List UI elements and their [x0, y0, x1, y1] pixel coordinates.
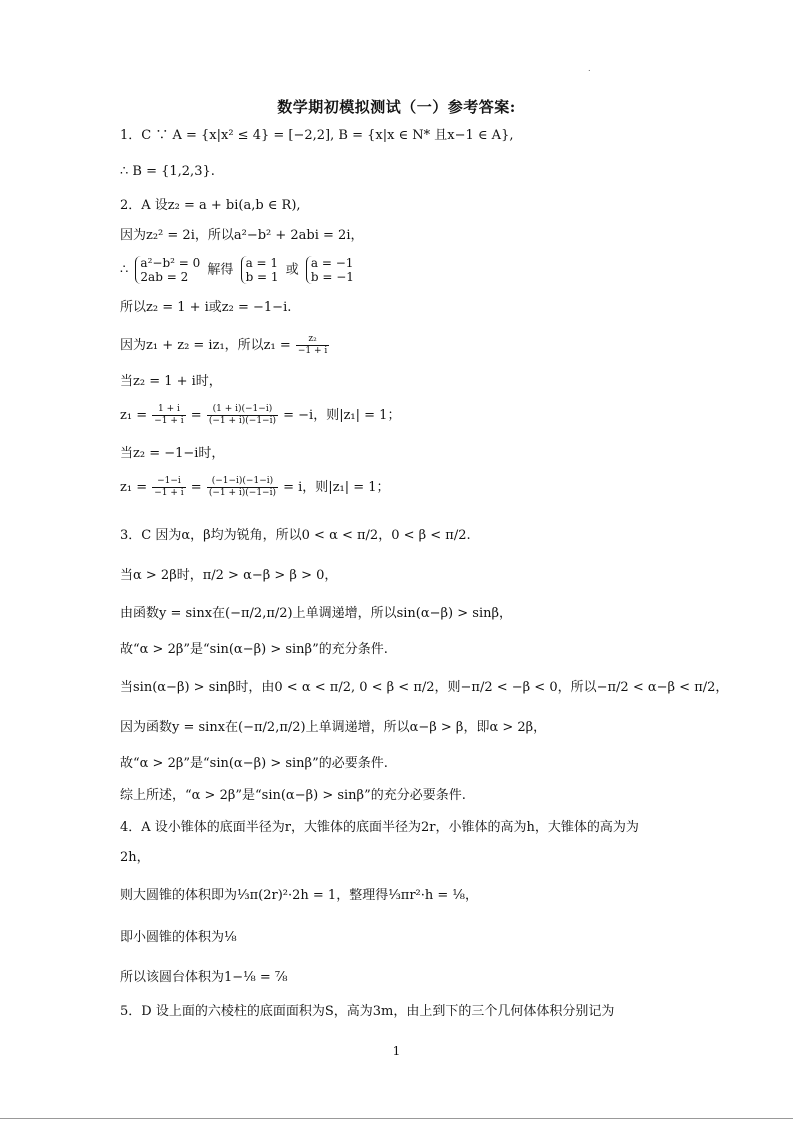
answer-line: z₁ = $\frac{-1-i}{-1 + i}$ = $\frac{(-1-i)(-1-i)}{(-1 + i)(-1-i)}$ = i，则|z₁| = 1；	[120, 476, 390, 498]
solution-system: a = −1 b = −1	[306, 256, 354, 284]
answer-line: 则大圆锥的体积即为⅓π(2r)²·2h = 1，整理得⅓πr²·h = ⅛，	[120, 888, 479, 903]
answer-line: 当α > 2β时，π/2 > α−β > β > 0，	[120, 568, 338, 583]
corner-mark: .	[588, 64, 591, 73]
page-title: 数学期初模拟测试（一）参考答案:	[277, 98, 516, 116]
fraction: $\frac{\text{z₂}}{-1 + i}$	[297, 334, 328, 356]
answer-line: 故“α > 2β”是“sin(α−β) > sinβ”的必要条件.	[120, 756, 388, 771]
answer-line: ∴ B = {1,2,3}.	[120, 164, 215, 179]
answer-line: 当z₂ = 1 + i时，	[120, 374, 222, 389]
answer-line: 当z₂ = −1−i时，	[120, 446, 225, 461]
answer-line: 3．C 因为α，β均为锐角，所以0 < α < π/2，0 < β < π/2.	[120, 528, 471, 543]
answer-line: 2．A 设z₂ = a + bi(a,b ∈ R),	[120, 198, 301, 213]
answer-line: 即小圆锥的体积为⅛	[120, 930, 237, 945]
answer-line: 2h，	[120, 850, 150, 865]
equation-system: a²−b² = 0 2ab = 2	[135, 256, 200, 284]
answer-line: 综上所述，“α > 2β”是“sin(α−β) > sinβ”的充分必要条件.	[120, 788, 466, 803]
page-number: 1	[392, 1044, 401, 1058]
answer-line: 因为函数y = sinx在(−π/2,π/2)上单调递增，所以α−β > β，即α > 2β，	[120, 720, 547, 735]
answer-line-system: ∴ a²−b² = 0 2ab = 2 解得 a = 1 b = 1 或 a = −1 b = −1	[120, 256, 354, 284]
answer-line: 5．D 设上面的六棱柱的底面面积为S，高为3m，由上到下的三个几何体体积分别记为	[120, 1004, 615, 1019]
page-bottom-divider	[0, 1118, 793, 1119]
answer-line: 当sin(α−β) > sinβ时，由0 < α < π/2, 0 < β < π/2，则−π/2 < −β < 0，所以−π/2 < α−β < π/2，	[120, 680, 729, 695]
answer-line: 故“α > 2β”是“sin(α−β) > sinβ”的充分条件.	[120, 642, 388, 657]
fraction: $\frac{1 + i}{-1 + i}$	[154, 404, 184, 426]
answer-line: 由函数y = sinx在(−π/2,π/2)上单调递增，所以sin(α−β) > sinβ，	[120, 606, 512, 621]
fraction: $\frac{-1-i}{-1 + i}$	[154, 476, 184, 498]
answer-line: 4．A 设小锥体的底面半径为r，大锥体的底面半径为2r，小锥体的高为h，大锥体的高为为	[120, 820, 639, 835]
fraction: $\frac{(-1-i)(-1-i)}{(-1 + i)(-1-i)}$	[208, 476, 276, 498]
answer-line: 所以z₂ = 1 + i或z₂ = −1−i.	[120, 300, 292, 315]
answer-line: z₁ = $\frac{1 + i}{-1 + i}$ = $\frac{(1 + i)(-1-i)}{(-1 + i)(-1-i)}$ = −i，则|z₁| = 1；	[120, 404, 401, 426]
solution-system: a = 1 b = 1	[241, 256, 279, 284]
answer-line: 因为z₂² = 2i，所以a²−b² + 2abi = 2i，	[120, 228, 364, 243]
answer-line: 1．C ∵ A = {x|x² ≤ 4} = [−2,2], B = {x|x ∈ N* 且x−1 ∈ A},	[120, 128, 514, 143]
answer-line: 因为z₁ + z₂ = iz₁，所以z₁ = $\frac{\text{z₂}}{-1 + i}$	[120, 334, 328, 356]
fraction: $\frac{(1 + i)(-1-i)}{(-1 + i)(-1-i)}$	[208, 404, 276, 426]
therefore-symbol: ∴	[120, 262, 129, 278]
answer-line: 所以该圆台体积为1−⅛ = ⅞	[120, 970, 288, 985]
